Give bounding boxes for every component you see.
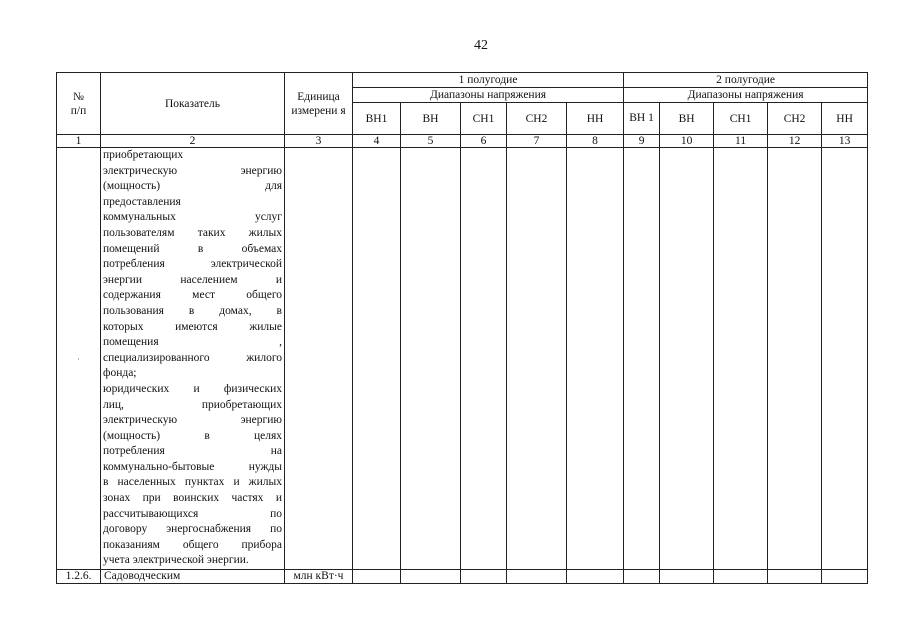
header-h1-vn1: ВН1 [353,103,401,135]
row-1-2-6-h2-vn [660,570,714,584]
row-1-2-6-h2-sn2 [768,570,822,584]
indicator-line: коммунально-бытовые нужды [103,460,282,473]
col-number-1: 1 [57,135,101,148]
header-unit-cell [285,73,353,135]
body-h1-sn2 [507,148,567,570]
header-h1-vn: ВН [401,103,461,135]
indicator-line: потребления на [103,445,282,458]
indicator-line: содержания мест общего [103,289,282,302]
col-number-3: 3 [285,135,353,148]
col-number-11: 11 [714,135,768,148]
body-h2-sn1 [714,148,768,570]
col-number-2: 2 [101,135,285,148]
header-indicator: Показатель [164,97,221,110]
indicator-line: электрическую энергию [103,414,282,427]
body-h2-vn1 [624,148,660,570]
indicator-line: договору энергоснабжения по [103,523,282,536]
body-h2-vn [660,148,714,570]
col-number-13: 13 [822,135,868,148]
indicator-line: электрическую энергию [103,164,282,177]
body-unit-cell [285,148,353,570]
header-half2-ranges: Диапазоны напряжения [624,88,868,103]
indicator-line: показаниям общего прибора [103,538,282,551]
header-indicator-cell [101,73,285,135]
body-mark: · [77,353,80,364]
row-1-2-6-h1-nn [567,570,624,584]
indicator-line: фонда; [103,367,137,380]
col-number-10: 10 [660,135,714,148]
body-h1-vn1 [353,148,401,570]
header-h2-sn2: СН2 [768,103,822,135]
header-unit: Единица измерени я [291,90,346,117]
page-number: 42 [474,38,488,53]
indicator-line: помещения , [103,336,282,349]
indicator-line: потребления электрической [103,258,282,271]
header-h1-sn2: СН2 [507,103,567,135]
body-indicator-cell [101,148,285,570]
header-num-cell [57,73,101,135]
header-h1-nn: НН [567,103,624,135]
indicator-line: в населенных пунктах и жилых [103,476,282,489]
body-h1-vn [401,148,461,570]
indicator-line: пользования в домах, в [103,304,282,317]
col-number-8: 8 [567,135,624,148]
col-number-7: 7 [507,135,567,148]
header-half1: 1 полугодие [353,73,624,88]
row-1-2-6-h2-vn1 [624,570,660,584]
body-h2-nn [822,148,868,570]
table-row [57,148,868,570]
header-half1-ranges: Диапазоны напряжения [353,88,624,103]
indicator-line: коммунальных услуг [103,211,282,224]
row-1-2-6-h1-sn2 [507,570,567,584]
indicator-line: юридических и физических [103,382,282,395]
header-h2-sn1: СН1 [714,103,768,135]
indicator-line: энергии населением и [103,273,282,286]
row-1-2-6-num: 1.2.6. [57,570,101,584]
row-1-2-6-h2-sn1 [714,570,768,584]
indicator-line: (мощность) для [103,180,282,193]
col-number-6: 6 [461,135,507,148]
col-number-12: 12 [768,135,822,148]
indicator-line: лиц, приобретающих [103,398,282,411]
row-1-2-6-h1-sn1 [461,570,507,584]
indicator-line: зонах при воинских частях и [103,492,282,505]
header-h2-nn: НН [822,103,868,135]
body-h1-sn1 [461,148,507,570]
row-1-2-6-unit: млн кВт·ч [285,570,353,584]
header-half2: 2 полугодие [624,73,868,88]
indicator-line: которых имеются жилые [103,320,282,333]
indicator-line: приобретающих [103,149,184,161]
header-num: № п/п [70,90,87,117]
indicator-line: пользователям таких жилых [103,226,282,239]
row-1-2-6-h2-nn [822,570,868,584]
header-h2-vn1-text: ВН 1 [629,112,654,124]
body-h1-nn [567,148,624,570]
indicator-line: рассчитывающихся по [103,507,282,520]
data-table [56,72,868,584]
indicator-line: учета электрической энергии. [103,554,249,567]
row-1-2-6-h1-vn [401,570,461,584]
header-h2-vn1 [624,103,660,135]
indicator-line: специализированного жилого [103,351,282,364]
header-h1-sn1: СН1 [461,103,507,135]
indicator-text [101,148,284,569]
body-h2-sn2 [768,148,822,570]
row-1-2-6-indicator: Садоводческим [101,570,285,584]
body-num-cell [57,148,101,570]
table-row [57,570,868,584]
row-1-2-6-h1-vn1 [353,570,401,584]
header-h2-vn: ВН [660,103,714,135]
col-number-4: 4 [353,135,401,148]
indicator-line: (мощность) в целях [103,429,282,442]
col-number-5: 5 [401,135,461,148]
indicator-line: предоставления [103,195,181,208]
indicator-line: помещений в объемах [103,242,282,255]
col-number-9: 9 [624,135,660,148]
